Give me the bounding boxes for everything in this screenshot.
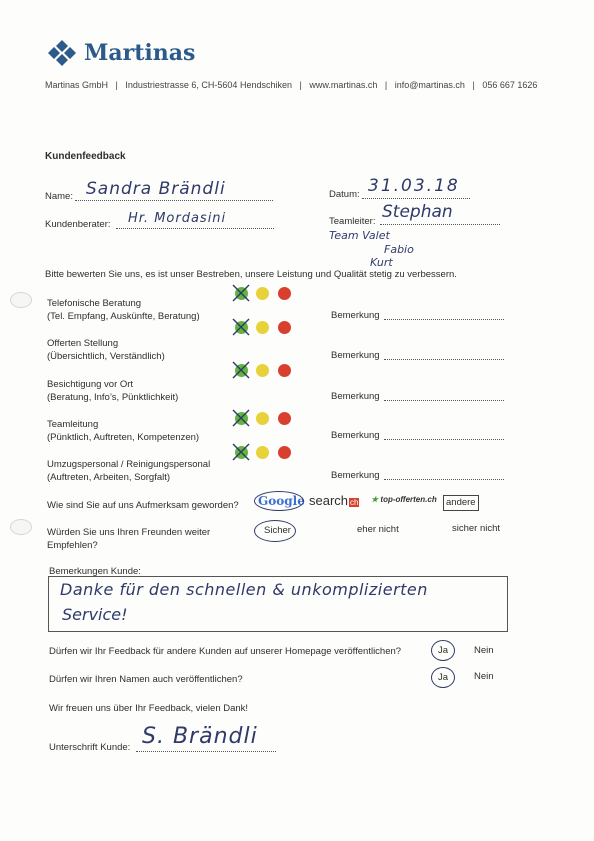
publish-feedback-yes: Ja: [438, 645, 449, 656]
signature-line: [136, 751, 276, 752]
separator: |: [472, 80, 475, 90]
source-question: Wie sind Sie auf uns Aufmerksam geworden?: [47, 500, 239, 511]
star-icon: ★: [371, 495, 379, 504]
publish-name-yes: Ja: [438, 672, 449, 683]
recommend-option-rather-not: eher nicht: [357, 524, 399, 535]
thank-you-text: Wir freuen uns über Ihr Feedback, vielen Dank!: [49, 703, 249, 714]
signature-label: Unterschrift Kunde:: [49, 742, 131, 753]
teamlead-label: Teamleiter:: [329, 216, 376, 227]
separator: |: [384, 80, 388, 90]
name-label: Name:: [45, 191, 73, 202]
smiley-bad-icon: [278, 412, 291, 425]
team-note-line3: Kurt: [370, 256, 393, 269]
signature: S. Brändli: [142, 724, 258, 749]
publish-name-no: Nein: [474, 671, 494, 682]
smiley-bad-icon: [278, 446, 291, 459]
header-contact-line: [45, 79, 537, 91]
recommend-question: Würden Sie uns Ihren Freunden weiter: [47, 527, 211, 538]
rating-cross-mark: [231, 442, 251, 462]
category-sub: (Beratung, Info’s, Pünktlichkeit): [47, 392, 179, 403]
smiley-bad-icon: [278, 364, 291, 377]
team-note-line1: Team Valet: [329, 229, 390, 242]
category-sub: (Auftreten, Arbeiten, Sorgfalt): [47, 472, 171, 483]
rating-cross-mark: [231, 317, 251, 337]
smiley-neutral-icon: [256, 364, 269, 377]
name-value: Sandra Brändli: [86, 179, 226, 199]
smiley-neutral-icon: [256, 321, 269, 334]
teamlead-line: [380, 224, 500, 225]
source-google-logo: Google: [258, 494, 305, 508]
name-line: [75, 200, 273, 201]
remark-label: Bemerkung: [331, 430, 380, 441]
remark-line: [384, 479, 504, 480]
category-sub: (Pünktlich, Auftreten, Kompetenzen): [47, 432, 200, 443]
brand-logo: [46, 38, 78, 68]
teamlead-value: Stephan: [382, 202, 453, 222]
category-title: Offerten Stellung: [47, 338, 119, 349]
category-title: Teamleitung: [47, 419, 99, 430]
source-top-offerten-logo: ★ top-offerten.ch: [371, 495, 437, 504]
company-name: Martinas GmbH: [45, 80, 109, 90]
recommend-question-cont: Empfehlen?: [47, 540, 98, 551]
category-sub: (Tel. Empfang, Auskünfte, Beratung): [47, 311, 200, 322]
company-email: info@martinas.ch: [394, 80, 465, 90]
smiley-neutral-icon: [256, 287, 269, 300]
category-title: Telefonische Beratung: [47, 298, 142, 309]
rating-intro: Bitte bewerten Sie uns, es ist unser Bestreben, unsere Leistung und Qualität stetig zu verbessern.: [45, 269, 457, 280]
remark-line: [384, 400, 504, 401]
remark-label: Bemerkung: [331, 470, 380, 481]
separator: |: [299, 80, 302, 90]
recommend-option-not: sicher nicht: [452, 523, 501, 534]
smiley-bad-icon: [278, 287, 291, 300]
rating-cross-mark: [231, 283, 251, 303]
rating-cross-mark: [231, 408, 251, 428]
company-website: www.martinas.ch: [309, 80, 378, 90]
company-phone: 056 667 1626: [482, 80, 538, 90]
recommend-option-sure: Sicher: [264, 525, 291, 536]
smiley-neutral-icon: [256, 446, 269, 459]
martinas-logo-icon: [46, 38, 78, 68]
publish-name-question: Dürfen wir Ihren Namen auch veröffentlichen?: [49, 674, 243, 685]
separator: |: [115, 80, 118, 90]
publish-feedback-yes-mark: [431, 640, 455, 661]
advisor-line: [116, 228, 274, 229]
punch-hole-bottom: [10, 519, 32, 535]
publish-feedback-no: Nein: [474, 645, 494, 656]
smiley-neutral-icon: [256, 412, 269, 425]
smiley-bad-icon: [278, 321, 291, 334]
advisor-value: Hr. Mordasini: [128, 211, 227, 226]
remark-line: [384, 439, 504, 440]
customer-remarks-label: Bemerkungen Kunde:: [49, 566, 141, 577]
customer-remarks-line2: Service!: [62, 605, 128, 624]
punch-hole-top: [10, 292, 32, 308]
brand-name: Martinas: [84, 40, 196, 66]
remark-line: [384, 319, 504, 320]
remark-label: Bemerkung: [331, 391, 380, 402]
date-value: 31.03.18: [368, 176, 460, 196]
advisor-label: Kundenberater:: [45, 219, 111, 230]
date-line: [362, 198, 470, 199]
rating-cross-mark: [231, 360, 251, 380]
category-title: Umzugspersonal / Reinigungspersonal: [47, 459, 211, 470]
form-title: Kundenfeedback: [45, 151, 126, 162]
source-google-mark: [254, 491, 304, 511]
source-search-ch-logo: search ch: [309, 493, 359, 508]
remark-label: Bemerkung: [331, 310, 380, 321]
category-title: Besichtigung vor Ort: [47, 379, 134, 390]
team-note-line2: Fabio: [384, 243, 414, 256]
remark-line: [384, 359, 504, 360]
company-address: Industriestrasse 6, CH-5604 Hendschiken: [125, 80, 292, 90]
publish-name-yes-mark: [431, 667, 455, 688]
source-other-option: andere: [443, 495, 479, 511]
customer-remarks-line1: Danke für den schnellen & unkomplizierten: [60, 580, 428, 599]
publish-feedback-question: Dürfen wir Ihr Feedback für andere Kunden auf unserer Homepage veröffentlichen?: [49, 646, 402, 657]
category-sub: (Übersichtlich, Verständlich): [47, 351, 165, 362]
remark-label: Bemerkung: [331, 350, 380, 361]
recommend-selected-mark: [254, 520, 296, 542]
date-label: Datum:: [329, 189, 360, 200]
